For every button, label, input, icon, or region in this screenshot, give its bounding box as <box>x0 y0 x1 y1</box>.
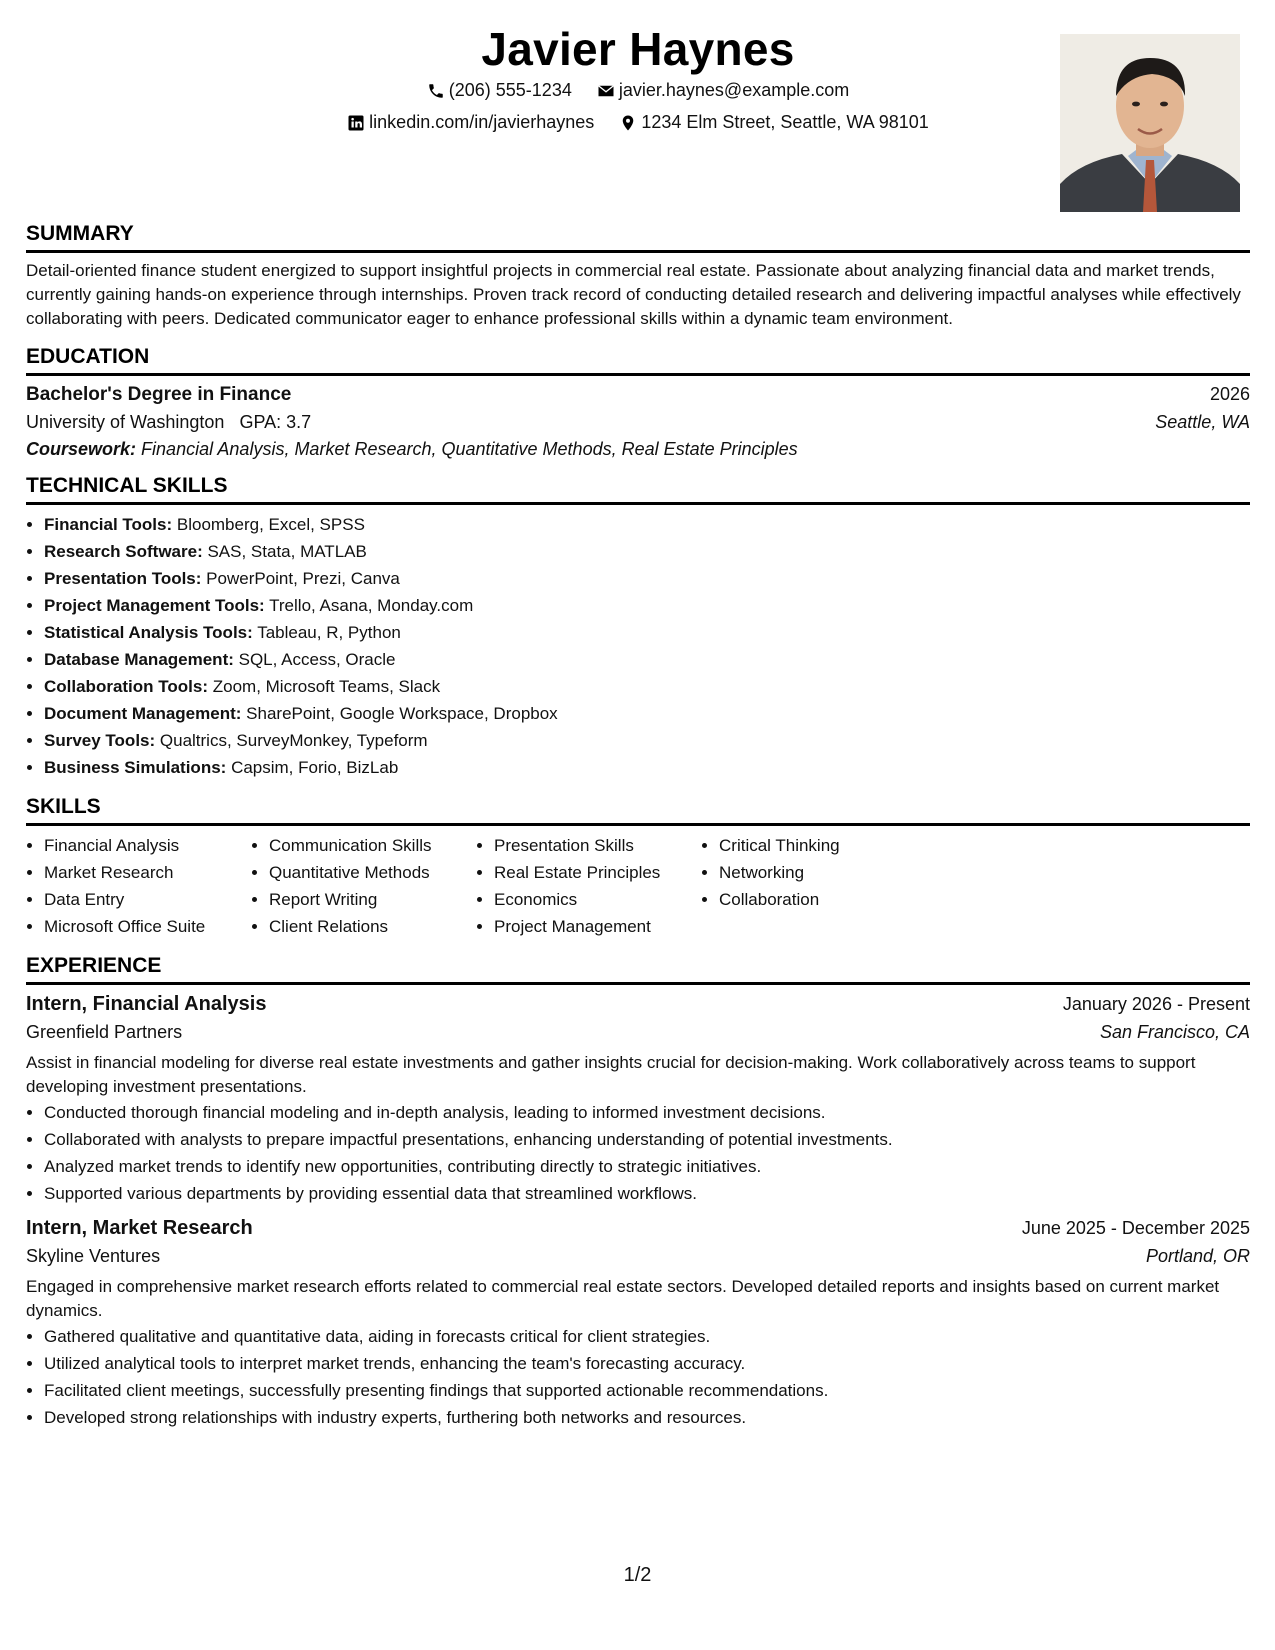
list-item: • Microsoft Office Suite <box>44 913 251 940</box>
skill-values: SharePoint, Google Workspace, Dropbox <box>246 704 558 723</box>
job-entry <box>26 993 1250 1207</box>
list-item: • Utilized analytical tools to interpret market trends, enhancing the team's forecasting accuracy. <box>44 1350 1250 1377</box>
skills-column <box>701 832 926 940</box>
resume-page <box>26 0 1250 1445</box>
technical-skills-heading: TECHNICAL SKILLS <box>26 474 1250 505</box>
list-item: • Project Management <box>494 913 701 940</box>
list-item: • Market Research <box>44 859 251 886</box>
job-title: Intern, Market Research <box>26 1217 253 1239</box>
address-contact <box>619 112 929 133</box>
list-item: • Presentation Skills <box>494 832 701 859</box>
skills-heading: SKILLS <box>26 795 1250 826</box>
skill-category: Research Software: <box>44 542 203 561</box>
list-item <box>44 619 1250 646</box>
list-item: • Client Relations <box>269 913 476 940</box>
email-icon <box>597 82 615 100</box>
job-header <box>26 1217 1250 1240</box>
skills-grid <box>26 832 1250 940</box>
job-location: San Francisco, CA <box>1099 1022 1250 1042</box>
education-heading: EDUCATION <box>26 345 1250 376</box>
education-row-1 <box>26 384 1250 406</box>
candidate-name: Javier Haynes <box>481 23 795 75</box>
graduation-year: 2026 <box>1209 384 1250 404</box>
job-dates: June 2025 - December 2025 <box>1021 1218 1250 1238</box>
job-entry <box>26 1217 1250 1431</box>
email-text: javier.haynes@example.com <box>618 80 850 100</box>
skill-category: Business Simulations: <box>44 758 227 777</box>
skill-values: Tableau, R, Python <box>257 623 401 642</box>
school-location: Seattle, WA <box>1155 412 1250 432</box>
school-name: University of Washington <box>26 412 225 432</box>
skill-category: Statistical Analysis Tools: <box>44 623 253 642</box>
technical-skills-section <box>26 474 1250 781</box>
skill-category: Database Management: <box>44 650 234 669</box>
job-title: Intern, Financial Analysis <box>26 993 267 1015</box>
phone-icon <box>427 82 445 100</box>
experience-section <box>26 954 1250 1431</box>
job-subheader <box>26 1022 1250 1043</box>
list-item: • Facilitated client meetings, successfully presenting findings that supported actionable recommendations. <box>44 1377 1250 1404</box>
job-description: Engaged in comprehensive market research efforts related to commercial real estate sectors. Developed detailed reports and insights based on current market dynamics. <box>26 1277 1220 1320</box>
list-item: • Analyzed market trends to identify new opportunities, contributing directly to strategic initiatives. <box>44 1153 1250 1180</box>
skills-column <box>26 832 251 940</box>
skill-values: SAS, Stata, MATLAB <box>207 542 367 561</box>
company-name: Greenfield Partners <box>26 1022 183 1042</box>
skills-column <box>476 832 701 940</box>
education-section <box>26 345 1250 460</box>
skill-category: Project Management Tools: <box>44 596 265 615</box>
experience-heading: EXPERIENCE <box>26 954 1250 985</box>
list-item: • Supported various departments by providing essential data that streamlined workflows. <box>44 1180 1250 1207</box>
list-item <box>44 511 1250 538</box>
skill-values: Zoom, Microsoft Teams, Slack <box>212 677 441 696</box>
education-row-2 <box>26 412 1250 433</box>
skill-values: PowerPoint, Prezi, Canva <box>206 569 400 588</box>
company-name: Skyline Ventures <box>26 1246 161 1266</box>
list-item: • Real Estate Principles <box>494 859 701 886</box>
list-item <box>44 565 1250 592</box>
technical-skills-list <box>26 511 1250 781</box>
list-item: • Collaborated with analysts to prepare impactful presentations, enhancing understanding of potential investments. <box>44 1126 1250 1153</box>
skill-category: Presentation Tools: <box>44 569 202 588</box>
coursework <box>26 439 1250 460</box>
list-item <box>44 700 1250 727</box>
job-bullets <box>26 1099 1250 1207</box>
list-item: • Report Writing <box>269 886 476 913</box>
job-location: Portland, OR <box>1145 1246 1250 1266</box>
skill-values: SQL, Access, Oracle <box>238 650 396 669</box>
list-item <box>44 673 1250 700</box>
gpa: GPA: 3.7 <box>239 412 312 432</box>
linkedin-contact[interactable] <box>347 112 594 133</box>
summary-text: Detail-oriented finance student energized to support insightful projects in commercial real estate. Passionate about analyzing financial data and market trends, currently gaining hands-on experience through internships. Proven track record of conducting detailed research and delivering impactful analyses while effectively collaborating with peers. Dedicated communicator eager to enhance professional skills within a dynamic team environment. <box>26 261 1241 328</box>
list-item: • Communication Skills <box>269 832 476 859</box>
skills-column <box>251 832 476 940</box>
list-item: • Developed strong relationships with industry experts, furthering both networks and resources. <box>44 1404 1250 1431</box>
email-contact[interactable] <box>597 80 849 101</box>
phone-contact <box>427 80 572 101</box>
skill-values: Capsim, Forio, BizLab <box>231 758 399 777</box>
summary-heading: SUMMARY <box>26 222 1250 253</box>
address-text: 1234 Elm Street, Seattle, WA 98101 <box>641 112 929 132</box>
profile-photo <box>1060 34 1240 212</box>
skill-category: Financial Tools: <box>44 515 173 534</box>
skills-section <box>26 795 1250 940</box>
list-item <box>44 592 1250 619</box>
skill-category: Survey Tools: <box>44 731 156 750</box>
list-item: • Critical Thinking <box>719 832 926 859</box>
list-item: • Quantitative Methods <box>269 859 476 886</box>
job-bullets <box>26 1323 1250 1431</box>
list-item <box>44 538 1250 565</box>
list-item: • Networking <box>719 859 926 886</box>
job-subheader <box>26 1246 1250 1267</box>
list-item <box>44 646 1250 673</box>
skill-values: Bloomberg, Excel, SPSS <box>176 515 365 534</box>
job-description: Assist in financial modeling for diverse real estate investments and gather insights crucial for decision-making. Work collaboratively across teams to support developing investment presentations. <box>26 1053 1196 1096</box>
job-dates: January 2026 - Present <box>1062 994 1250 1014</box>
skill-category: Collaboration Tools: <box>44 677 209 696</box>
list-item: • Data Entry <box>44 886 251 913</box>
job-header <box>26 993 1250 1016</box>
linkedin-text: linkedin.com/in/javierhaynes <box>369 112 595 132</box>
degree: Bachelor's Degree in Finance <box>26 384 292 405</box>
coursework-label: Coursework: <box>26 439 137 459</box>
list-item: • Collaboration <box>719 886 926 913</box>
list-item: • Conducted thorough financial modeling and in-depth analysis, leading to informed investment decisions. <box>44 1099 1250 1126</box>
resume-header <box>26 0 1250 222</box>
avatar <box>1060 34 1240 212</box>
phone-text: (206) 555-1234 <box>448 80 572 100</box>
school-and-gpa <box>26 412 311 433</box>
list-item: • Economics <box>494 886 701 913</box>
skill-values: Trello, Asana, Monday.com <box>269 596 474 615</box>
coursework-list: Financial Analysis, Market Research, Quantitative Methods, Real Estate Principles <box>141 439 798 459</box>
page-number: 1/2 <box>623 1564 652 1586</box>
location-icon <box>619 114 637 132</box>
skill-values: Qualtrics, SurveyMonkey, Typeform <box>159 731 428 750</box>
linkedin-icon <box>347 114 365 132</box>
list-item: • Financial Analysis <box>44 832 251 859</box>
skill-category: Document Management: <box>44 704 242 723</box>
list-item <box>44 727 1250 754</box>
summary-section <box>26 222 1250 331</box>
list-item: • Gathered qualitative and quantitative data, aiding in forecasts critical for client strategies. <box>44 1323 1250 1350</box>
list-item <box>44 754 1250 781</box>
